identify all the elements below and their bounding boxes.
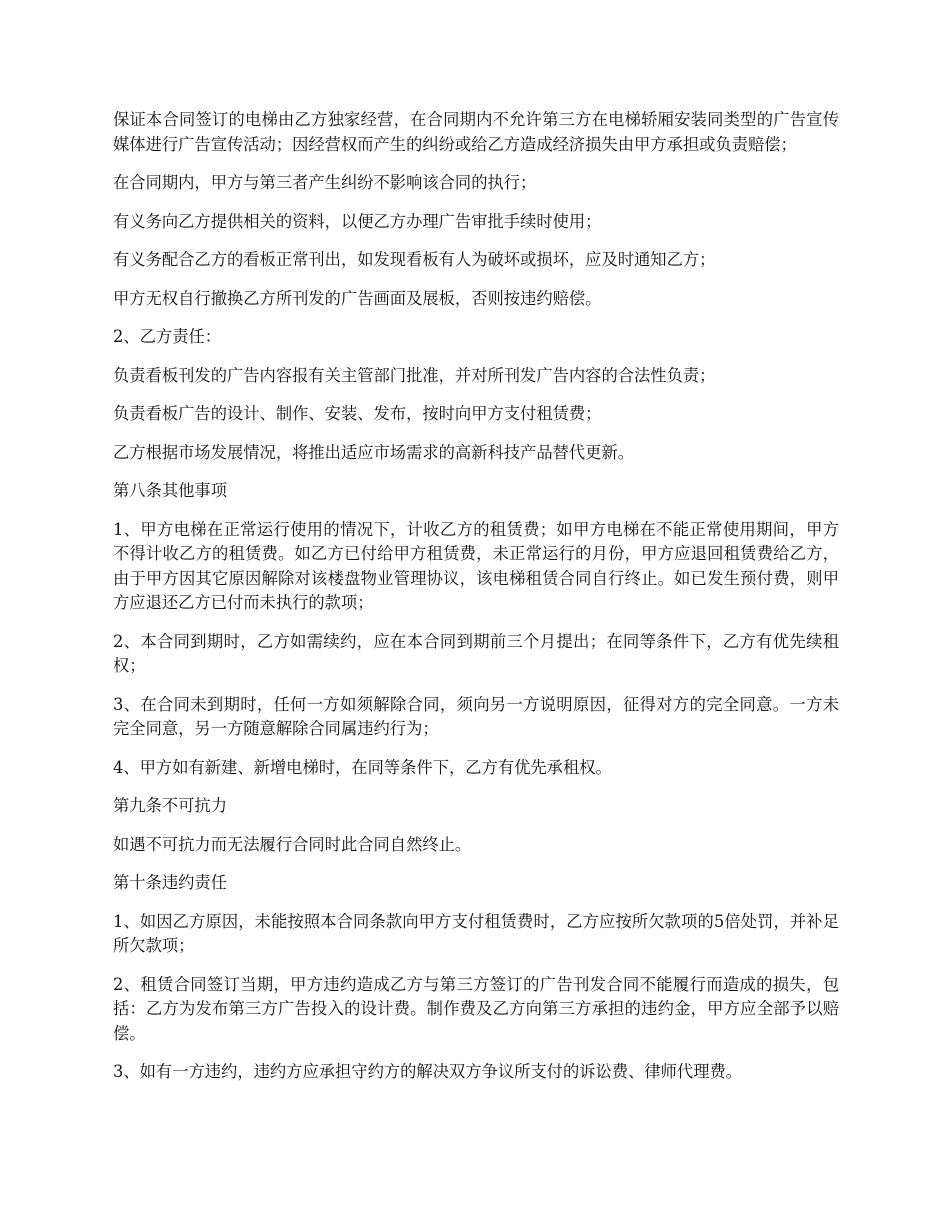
article-heading-8: 第八条其他事项 [113, 481, 227, 500]
section-heading-party-b-duties: 2、乙方责任： [113, 327, 222, 346]
paragraph-force-majeure: 如遇不可抗力而无法履行合同时此合同自然终止。 [113, 834, 472, 854]
paragraph-content-approval: 负责看板刊发的广告内容报有关主管部门批准，并对所刊发广告内容的合法性负责； [113, 365, 716, 385]
paragraph-new-elevators: 4、甲方如有新建、新增电梯时，在同等条件下，乙方有优先承租权。 [113, 757, 612, 777]
document-body [113, 108, 839, 1099]
paragraph-exclusive-operation: 保证本合同签订的电梯由乙方独家经营，在合同期内不允许第三方在电梯轿厢安装同类型的广告宣传媒体进行广告宣传活动；因经营权而产生的纠纷或给乙方造成经济损失由甲方承担或负责赔偿； [113, 110, 839, 154]
paragraph-rental-fee-terms: 1、甲方电梯在正常运行使用的情况下，计收乙方的租赁费；如甲方电梯在不能正常使用期间，甲方不得计收乙方的租赁费。如乙方已付给甲方租赁费，未正常运行的月份，甲方应退回租赁费给乙方，由于甲方因其它原因解除对该楼盘物业管理协议，该电梯租赁合同自行终止。如已发生预付费，则甲方应退还乙方已付而未执行的款项； [113, 519, 839, 612]
paragraph-litigation-costs: 3、如有一方违约，违约方应承担守约方的解决双方争议所支付的诉讼费、律师代理费。 [113, 1062, 743, 1081]
article-heading-10: 第十条违约责任 [113, 873, 227, 892]
paragraph-no-replacement: 甲方无权自行撤换乙方所刊发的广告画面及展板，否则按违约赔偿。 [113, 288, 602, 308]
paragraph-late-payment-penalty: 1、如因乙方原因，未能按照本合同条款向甲方支付租赁费时，乙方应按所欠款项的5倍处罚，并补足所欠款项； [113, 911, 839, 955]
paragraph-provide-materials: 有义务向乙方提供相关的资料，以便乙方办理广告审批手续时使用； [113, 211, 602, 231]
paragraph-dispute-no-effect: 在合同期内，甲方与第三者产生纠纷不影响该合同的执行； [113, 173, 537, 192]
article-heading-9: 第九条不可抗力 [113, 796, 227, 815]
paragraph-party-a-breach: 2、租赁合同签订当期，甲方违约造成乙方与第三方签订的广告刊发合同不能履行而造成的损失，包括：乙方为发布第三方广告投入的设计费。制作费及乙方向第三方承担的违约金，甲方应全部予以赔偿。 [113, 974, 839, 1043]
paragraph-termination: 3、在合同未到期时，任何一方如须解除合同，须向另一方说明原因，征得对方的完全同意。一方未完全同意，另一方随意解除合同属违约行为； [113, 694, 839, 738]
paragraph-design-and-payment: 负责看板广告的设计、制作、安装、发布，按时向甲方支付租赁费； [113, 404, 602, 423]
paragraph-cooperate-display: 有义务配合乙方的看板正常刊出，如发现看板有人为破坏或损坏，应及时通知乙方； [113, 250, 716, 269]
paragraph-renewal: 2、本合同到期时，乙方如需续约，应在本合同到期前三个月提出；在同等条件下，乙方有优先续租权； [113, 631, 839, 675]
paragraph-product-update: 乙方根据市场发展情况，将推出适应市场需求的高新科技产品替代更新。 [113, 442, 635, 462]
